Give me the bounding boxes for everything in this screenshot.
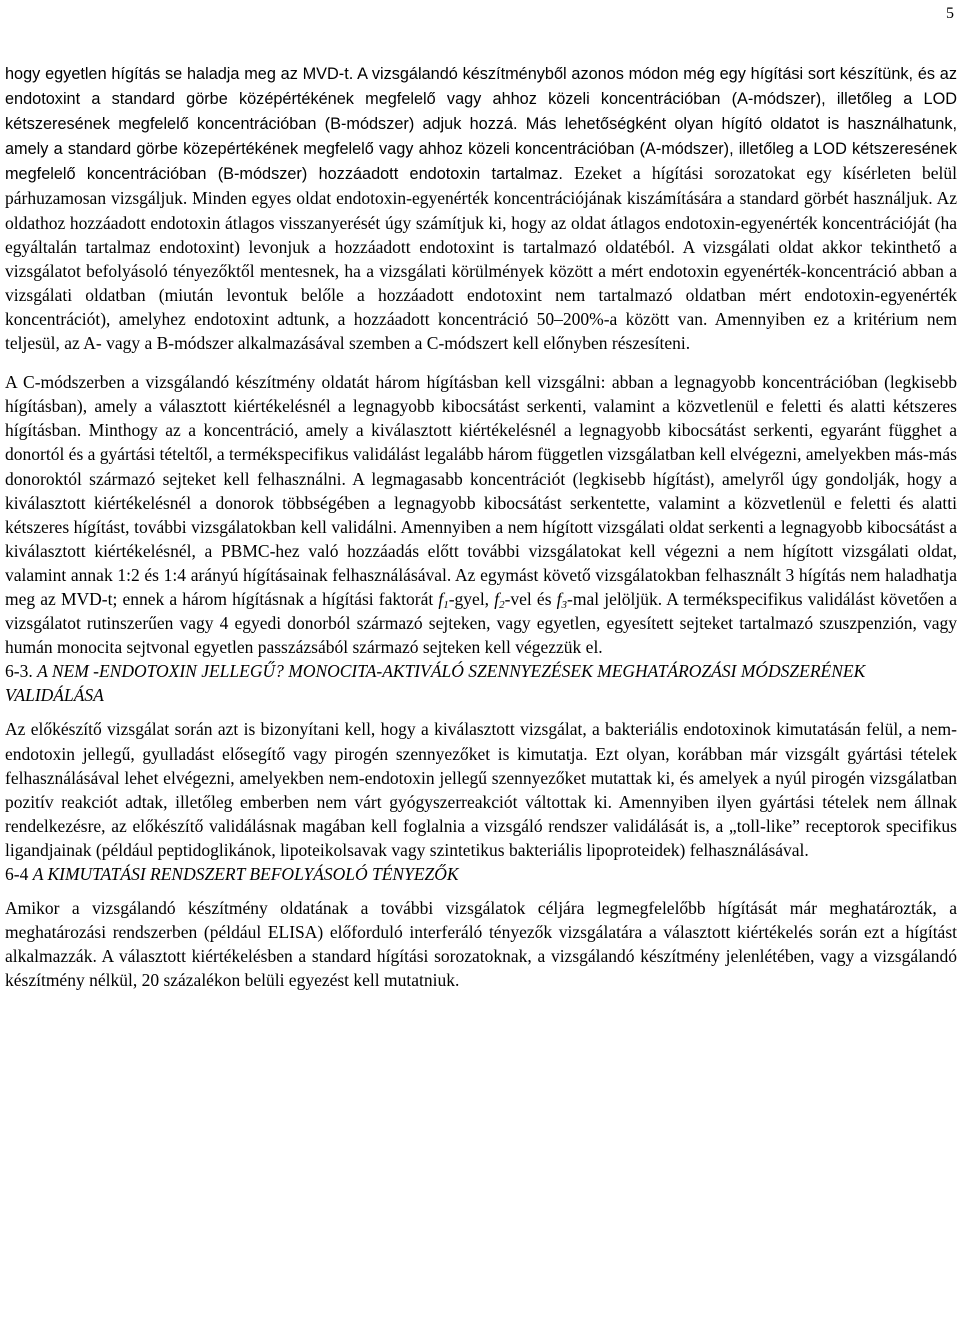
paragraph-validation-methods	[5, 61, 957, 355]
dilution-factor-f3: $f_3$	[556, 588, 568, 611]
paragraph-section-6-4: Amikor a vizsgálandó készítmény oldatának a további vizsgálatok céljára legmegfelelőbb hígítását már meghatározták, a meghatározási rendszerben (például ELISA) előforduló interferáló tényezők vizsgálatára a választott kiértékelés során ezt a hígítást alkalmazzák. A választott kiértékelésben a standard hígítási sorozatoknak, a vizsgálandó készítmény jelenlétében, vagy a vizsgálandó készítmény nélkül, 20 százalékon belüli egyezést kell mutatniuk.	[5, 898, 957, 991]
paragraph-text: -gyel,	[448, 588, 495, 609]
paragraph-section-6-3: Az előkészítő vizsgálat során azt is bizonyítani kell, hogy a kiválasztott vizsgálat, a bakteriális endotoxinok kimutatásán felül, a nem-endotoxin jellegű, gyulladást elősegítő vagy pirogén szennyezőket is kimutatja. Ezt olyan, korábban már vizsgált gyártási tételek felhasználásával lehet elvégezni, amelyekben nem-endotoxin jellegű szennyezőket mutattak ki, és amelyek a nyúl pirogén vizsgálatban pozitív reakciót adtak, illetőleg emberben nem várt gyógyszerreakciót váltottak ki. Amennyiben ilyen gyártási tételek nem állnak rendelkezésre, az előkészítő validálásnak magában kell foglalnia a vizsgáló rendszer validálását is, a „toll-like” receptorok specifikus ligandjainak (például peptidoglikánok, lipoteikolsavak vagy szintetikus bakteriális lipoproteidek) felhasználásával.	[5, 719, 957, 860]
paragraph-text: A C-módszerben a vizsgálandó készítmény oldatát három hígításban kell vizsgálni: abban a legnagyobb koncentrációban (legkisebb hígításban), amely a választott kiértékelésnél a legnagyobb kibocsátást serkenti, valamint a közvetlenül e feletti és alatti kétszeres hígításban. Minthogy az a koncentráció, amely a kiválasztott kiértékelésnél a legnagyobb kibocsátást serkenti, egyaránt függhet a donortól és a gyártási tételtől, a termékspecifikus validálást legalább három független vizsgálatban kell elvégezni, amelyekben más-más donoroktól származó sejteket kell felhasználni. A legmagasabb koncentrációt (legkisebb hígítást), amelyről úgy gondolják, hogy a kiválasztott kiértékelésnél a donorok többségében a legnagyobb kibocsátást serkentette, valamint a közvetlenül e feletti és alatti kétszeres hígítást, további vizsgálatokban kell validálni. Amennyiben a nem hígított vizsgálati oldat serkenti a legnagyobb kibocsátást a kiválasztott kiértékelésnél, a PBMC-hez való hozzáadás előtt további vizsgálatokat kell végezni a nem hígított vizsgálati oldat, valamint annak 1:2 és 1:4 arányú hígításainak felhasználásával. Az egymást követő vizsgálatokban felhasznált 3 hígítás nem haladhatja meg az MVD-t; ennek a három hígításnak a hígítási faktorát	[5, 372, 957, 609]
section-title: A KIMUTATÁSI RENDSZERT BEFOLYÁSOLÓ TÉNYEZŐK	[32, 864, 459, 884]
section-number: 6-3.	[5, 661, 38, 682]
document-body	[5, 61, 957, 992]
section-title: A NEM -ENDOTOXIN JELLEGŰ? MONOCITA-AKTIVÁLÓ SZENNYEZÉSEK MEGHATÁROZÁSI MÓDSZERÉNEK VALIDÁLÁSA	[5, 661, 866, 706]
page-number: 5	[946, 5, 954, 22]
paragraph-text: Ezeket a hígítási sorozatokat egy kísérleten belül párhuzamosan vizsgáljuk. Minden egyes oldat endotoxin-egyenérték koncentrációjának kiszámítására a standard görbét használjuk. Az oldathoz hozzáadott endotoxin átlagos visszanyerését úgy számítjuk ki, hogy az oldat átlagos endotoxin-egyenérték koncentrációját (ha egyáltalán tartalmaz endotoxint) levonjuk a hozzáadott endotoxint is tartalmazó oldatéból. A vizsgálati oldat akkor tekinthető a vizsgálatot befolyásoló tényezőktől mentesnek, ha a vizsgálati körülmények között a mért endotoxin egyenérték-koncentráció abban a vizsgálati oldatban (miután levontuk belőle a hozzáadott endotoxint nem tartalmazó oldatban mért endotoxin-egyenérték koncentrációt), amelyhez endotoxint adtunk, a hozzáadott koncentráció 50–200%-a között van. Amennyiben ez a kritérium nem teljesül, az A- vagy a B-módszer alkalmazásával szemben a C-módszert kell előnyben részesíteni.	[5, 163, 957, 354]
paragraph-c-method	[5, 370, 957, 659]
dilution-factor-f2: $f_2$	[494, 588, 505, 611]
paragraph-text: -vel és	[504, 588, 557, 609]
paragraph-text-sans: hogy egyetlen hígítás se haladja meg az MVD-t. A vizsgálandó készítményből azonos módon még egy hígítási sort készítünk, és az endotoxint a standard görbe középértékének megfelelő vagy ahhoz közeli koncentrációban (A-módszer), illetőleg a LOD kétszeresének megfelelő koncentrációban (B-módszer) adjuk hozzá. Más lehetőségként olyan hígító oldatot is használhatunk, amely a standard görbe közepértékének megfelelő vagy ahhoz közeli koncentrációban (A-módszer), illetőleg a LOD kétszeresének megfelelő koncentrációban (B-módszer) hozzáadott endotoxin tartalmaz.	[5, 65, 957, 184]
section-number: 6-4	[5, 864, 33, 884]
dilution-factor-f1: $f_1$	[438, 588, 449, 611]
section-heading-6-3	[5, 659, 957, 707]
paragraph-text: -mal jelöljük. A termékspecifikus validálást követően a vizsgálatot rutinszerűen vagy 4 egyedi donorból származó sejteken, vagy egyetlen, egyesített sejteket tartalmazó szuszpenzión, vagy humán monocita sejtvonal egyetlen passzázsából származó sejteken kell végezzük el.	[5, 588, 957, 658]
section-heading-6-4	[5, 862, 957, 886]
